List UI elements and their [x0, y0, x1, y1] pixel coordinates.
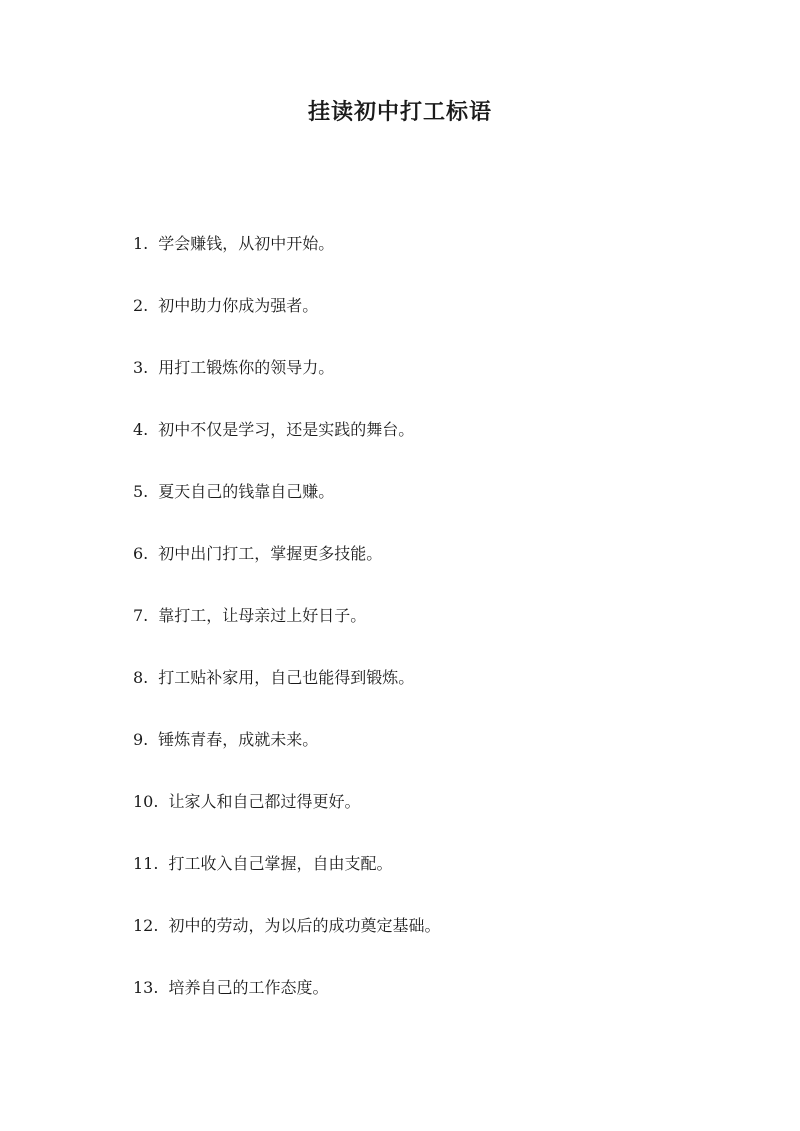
list-item: [133, 647, 733, 709]
item-number: 3.: [133, 358, 149, 377]
list-item: [133, 461, 733, 523]
document-title: 挂读初中打工标语: [307, 99, 492, 125]
item-number: 10.: [133, 792, 159, 811]
item-text: 初中助力你成为强者。: [158, 296, 319, 315]
item-number: 2.: [133, 296, 149, 315]
item-number: 9.: [133, 730, 149, 749]
item-number: 5.: [133, 482, 149, 501]
item-text: 学会赚钱，从初中开始。: [158, 234, 335, 253]
item-text: 初中不仅是学习，还是实践的舞台。: [158, 420, 415, 439]
item-text: 锤炼青春，成就未来。: [158, 730, 319, 749]
item-number: 13.: [133, 978, 159, 997]
item-text: 让家人和自己都过得更好。: [168, 792, 361, 811]
list-item: [133, 275, 733, 337]
item-text: 靠打工，让母亲过上好日子。: [158, 606, 367, 625]
list-item: [133, 585, 733, 647]
item-number: 7.: [133, 606, 149, 625]
item-text: 初中出门打工，掌握更多技能。: [158, 544, 383, 563]
item-text: 初中的劳动，为以后的成功奠定基础。: [168, 916, 441, 935]
item-text: 用打工锻炼你的领导力。: [158, 358, 335, 377]
item-number: 1.: [133, 234, 149, 253]
item-text: 培养自己的工作态度。: [168, 978, 329, 997]
list-item: [133, 957, 733, 1019]
list-item: [133, 833, 733, 895]
item-text: 夏天自己的钱靠自己赚。: [158, 482, 335, 501]
list-item: [133, 523, 733, 585]
slogan-list: [133, 213, 733, 1019]
list-item: [133, 399, 733, 461]
list-item: [133, 213, 733, 275]
item-number: 4.: [133, 420, 149, 439]
list-item: [133, 771, 733, 833]
item-number: 6.: [133, 544, 149, 563]
list-item: [133, 895, 733, 957]
item-number: 11.: [133, 854, 159, 873]
item-text: 打工收入自己掌握，自由支配。: [168, 854, 393, 873]
list-item: [133, 709, 733, 771]
item-number: 12.: [133, 916, 159, 935]
list-item: [133, 337, 733, 399]
item-number: 8.: [133, 668, 149, 687]
item-text: 打工贴补家用，自己也能得到锻炼。: [158, 668, 415, 687]
